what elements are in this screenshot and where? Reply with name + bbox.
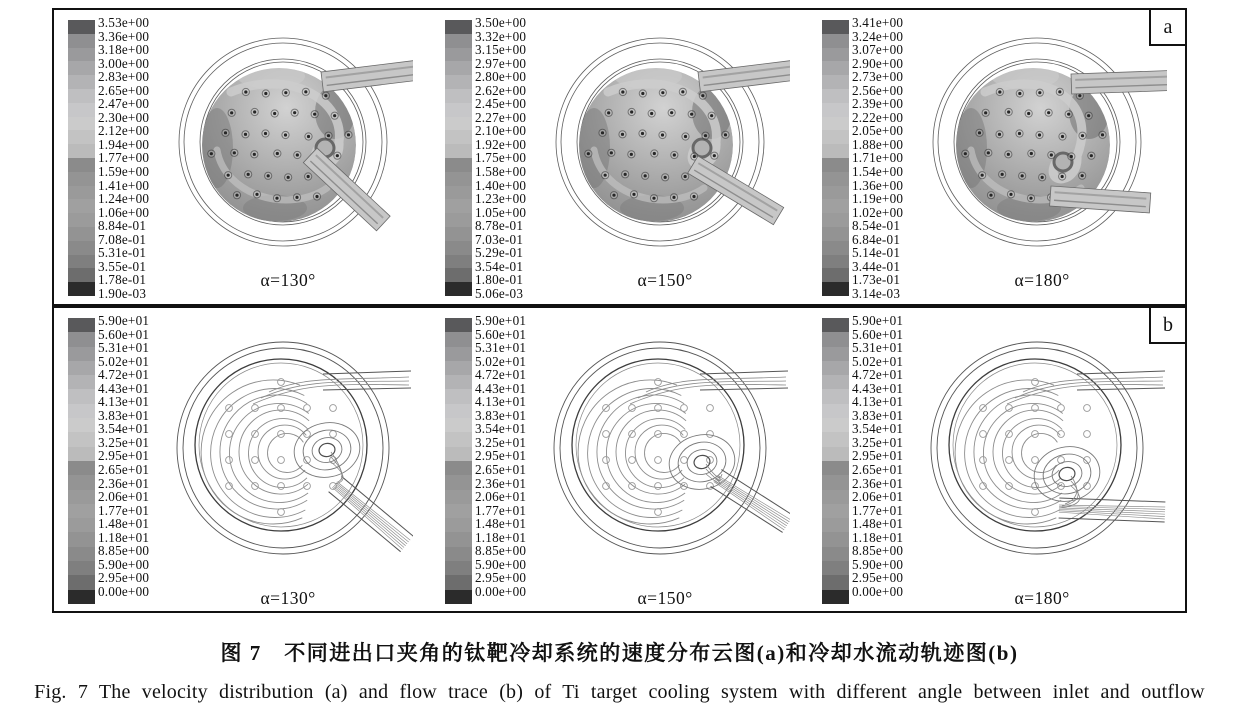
colorbar-band [445, 461, 472, 475]
flow-trace-image [163, 314, 413, 590]
colorbar-band [445, 447, 472, 461]
colorbar-value: 1.77e+01 [852, 502, 904, 518]
alpha-label: α=130° [260, 270, 316, 290]
colorbar-band [822, 375, 849, 389]
colorbar-band [445, 117, 472, 131]
colorbar-band [822, 347, 849, 361]
colorbar-band [445, 199, 472, 213]
subfigure-b-150 [431, 308, 808, 611]
colorbar-value: 2.12e+00 [98, 123, 150, 139]
colorbar-value: 1.18e+01 [852, 529, 904, 545]
colorbar-value: 1.88e+00 [852, 136, 904, 152]
colorbar-value: 2.05e+00 [852, 123, 904, 139]
colorbar-band [68, 34, 95, 48]
colorbar-band [68, 282, 95, 296]
colorbar-value: 3.00e+00 [98, 55, 150, 71]
colorbar-band [445, 561, 472, 575]
colorbar-band [822, 447, 849, 461]
colorbar-value: 5.29e-01 [475, 245, 524, 261]
flow-field [540, 16, 790, 291]
colorbar-value: 3.18e+00 [98, 42, 150, 58]
colorbar-band [68, 241, 95, 255]
subfigure-b-180 [808, 308, 1185, 611]
colorbar-value: 1.41e+00 [98, 177, 150, 193]
colorbar-band [822, 255, 849, 269]
colorbar-value: 2.30e+00 [98, 109, 150, 125]
colorbar [68, 314, 149, 604]
colorbar-band [445, 48, 472, 62]
colorbar-band [445, 490, 472, 504]
colorbar-value: 1.18e+01 [475, 529, 527, 545]
colorbar-value: 5.90e+01 [98, 313, 150, 328]
colorbar-value: 1.77e+00 [98, 150, 150, 166]
colorbar-value: 1.75e+00 [475, 150, 527, 166]
colorbar-band [68, 130, 95, 144]
colorbar-band [68, 332, 95, 346]
colorbar-value: 3.25e+01 [475, 434, 527, 450]
panel-b-flow-trace [52, 306, 1187, 613]
colorbar [445, 314, 526, 604]
colorbar-band [822, 268, 849, 282]
colorbar-band [445, 158, 472, 172]
colorbar-value: 3.54e-01 [475, 258, 524, 274]
colorbar-band [822, 199, 849, 213]
flow-field [163, 16, 413, 291]
figure-caption-english: Fig. 7 The velocity distribution (a) and flow trace (b) of Ti target cooling system with different angle between inlet and outflow [34, 681, 1205, 703]
colorbar-value: 2.36e+01 [852, 475, 904, 491]
colorbar-value: 5.31e-01 [98, 245, 147, 261]
colorbar-value: 1.77e+01 [475, 502, 527, 518]
colorbar-value: 2.65e+01 [475, 462, 527, 478]
colorbar-band [445, 590, 472, 604]
colorbar-value: 6.84e-01 [852, 231, 901, 247]
colorbar-value: 1.23e+00 [475, 191, 527, 207]
colorbar-value: 4.13e+01 [852, 394, 904, 410]
colorbar-band [68, 213, 95, 227]
colorbar-band [822, 89, 849, 103]
colorbar-band [445, 332, 472, 346]
colorbar-band [68, 361, 95, 375]
colorbar-band [822, 504, 849, 518]
colorbar-value: 5.31e+01 [475, 340, 527, 356]
colorbar-band [68, 532, 95, 546]
colorbar-value: 4.13e+01 [475, 394, 527, 410]
colorbar-value: 1.90e-03 [98, 285, 147, 301]
colorbar-value: 2.65e+00 [98, 82, 150, 98]
colorbar-value: 3.25e+01 [852, 434, 904, 450]
colorbar-labels [475, 16, 526, 300]
colorbar-band [445, 418, 472, 432]
colorbar-strip [445, 20, 472, 296]
colorbar-strip [445, 318, 472, 604]
colorbar-band [445, 389, 472, 403]
colorbar-value: 1.58e+00 [475, 164, 527, 180]
colorbar-value: 2.83e+00 [98, 69, 150, 85]
colorbar-band [68, 20, 95, 34]
colorbar-band [68, 518, 95, 532]
colorbar-band [68, 404, 95, 418]
colorbar-band [445, 532, 472, 546]
colorbar-value: 5.90e+01 [852, 313, 904, 328]
colorbar-value: 7.03e-01 [475, 231, 524, 247]
colorbar-band [822, 418, 849, 432]
colorbar-band [68, 318, 95, 332]
subfigure-a-130 [54, 10, 431, 304]
colorbar-band [822, 432, 849, 446]
colorbar-band [445, 575, 472, 589]
colorbar-value: 3.15e+00 [475, 42, 527, 58]
colorbar-value: 1.40e+00 [475, 177, 527, 193]
colorbar-band [68, 490, 95, 504]
colorbar-value: 8.54e-01 [852, 218, 901, 234]
flow-trace-image [917, 314, 1167, 590]
colorbar-band [822, 130, 849, 144]
colorbar-band [445, 432, 472, 446]
colorbar-value: 4.13e+01 [98, 394, 150, 410]
colorbar [822, 314, 903, 604]
colorbar-value: 3.24e+00 [852, 28, 904, 44]
colorbar-value: 3.25e+01 [98, 434, 150, 450]
colorbar-value: 4.72e+01 [98, 367, 150, 383]
colorbar-value: 1.59e+00 [98, 164, 150, 180]
colorbar-value: 2.06e+01 [852, 489, 904, 505]
colorbar-band [445, 75, 472, 89]
colorbar-value: 2.06e+01 [475, 489, 527, 505]
colorbar-band [822, 318, 849, 332]
colorbar-band [68, 432, 95, 446]
colorbar-band [822, 75, 849, 89]
colorbar-value: 1.24e+00 [98, 191, 150, 207]
colorbar-band [68, 172, 95, 186]
colorbar-band [68, 48, 95, 62]
colorbar-value: 1.48e+01 [98, 516, 150, 532]
colorbar-value: 8.78e-01 [475, 218, 524, 234]
colorbar-band [822, 172, 849, 186]
colorbar-value: 3.44e-01 [852, 258, 901, 274]
colorbar-band [68, 268, 95, 282]
colorbar-value: 2.97e+00 [475, 55, 527, 71]
colorbar-value: 1.19e+00 [852, 191, 904, 207]
colorbar-value: 5.06e-03 [475, 285, 524, 301]
alpha-label: α=150° [637, 588, 693, 608]
velocity-contour-image [540, 16, 790, 278]
colorbar-value: 8.84e-01 [98, 218, 147, 234]
colorbar-value: 2.65e+01 [98, 462, 150, 478]
colorbar-band [445, 268, 472, 282]
colorbar-band [445, 547, 472, 561]
colorbar-band [68, 186, 95, 200]
colorbar-band [822, 532, 849, 546]
colorbar-value: 1.18e+01 [98, 529, 150, 545]
colorbar-band [445, 61, 472, 75]
colorbar-band [68, 575, 95, 589]
colorbar-value: 1.92e+00 [475, 136, 527, 152]
colorbar-band [822, 158, 849, 172]
colorbar-value: 2.95e+01 [852, 448, 904, 464]
colorbar-value: 1.05e+00 [475, 204, 527, 220]
colorbar-labels [98, 314, 149, 604]
colorbar-value: 1.02e+00 [852, 204, 904, 220]
colorbar-value: 1.36e+00 [852, 177, 904, 193]
colorbar-value: 5.90e+00 [475, 556, 527, 572]
colorbar-band [822, 404, 849, 418]
colorbar-band [68, 103, 95, 117]
colorbar-value: 2.73e+00 [852, 69, 904, 85]
colorbar-value: 2.22e+00 [852, 109, 904, 125]
colorbar-value: 0.00e+00 [852, 583, 904, 599]
colorbar-band [68, 144, 95, 158]
colorbar-band [822, 213, 849, 227]
panel-b-corner-label: b [1149, 306, 1187, 344]
colorbar-band [445, 186, 472, 200]
colorbar-band [445, 20, 472, 34]
colorbar-value: 3.14e-03 [852, 285, 901, 301]
colorbar-value: 2.95e+01 [98, 448, 150, 464]
colorbar-value: 5.60e+01 [98, 326, 150, 342]
colorbar-value: 3.54e+01 [852, 421, 904, 437]
colorbar-value: 3.32e+00 [475, 28, 527, 44]
colorbar-band [445, 241, 472, 255]
colorbar-band [822, 48, 849, 62]
colorbar-band [445, 404, 472, 418]
colorbar-band [68, 75, 95, 89]
colorbar-value: 2.90e+00 [852, 55, 904, 71]
colorbar-strip [822, 20, 849, 296]
colorbar-band [445, 213, 472, 227]
colorbar-band [68, 61, 95, 75]
colorbar-value: 2.95e+00 [475, 570, 527, 586]
colorbar-band [445, 518, 472, 532]
colorbar-value: 5.31e+01 [98, 340, 150, 356]
colorbar-value: 2.36e+01 [475, 475, 527, 491]
colorbar-value: 1.77e+01 [98, 502, 150, 518]
colorbar-band [822, 461, 849, 475]
colorbar-band [822, 575, 849, 589]
colorbar-value: 8.85e+00 [475, 543, 527, 559]
colorbar-band [822, 144, 849, 158]
colorbar-value: 3.83e+01 [98, 407, 150, 423]
colorbar-value: 2.36e+01 [98, 475, 150, 491]
alpha-label: α=180° [1014, 270, 1070, 290]
colorbar-value: 2.95e+00 [852, 570, 904, 586]
colorbar-value: 1.48e+01 [852, 516, 904, 532]
colorbar-strip [68, 20, 95, 296]
colorbar-band [445, 375, 472, 389]
colorbar-band [822, 389, 849, 403]
colorbar-value: 2.65e+01 [852, 462, 904, 478]
colorbar-labels [852, 16, 903, 300]
colorbar-band [822, 103, 849, 117]
colorbar [68, 16, 149, 300]
colorbar-band [445, 34, 472, 48]
colorbar-band [822, 475, 849, 489]
flow-trace-image [540, 314, 790, 590]
colorbar-band [822, 547, 849, 561]
colorbar-value: 8.85e+00 [852, 543, 904, 559]
colorbar-band [445, 144, 472, 158]
colorbar-band [68, 199, 95, 213]
colorbar-band [445, 361, 472, 375]
colorbar-band [68, 561, 95, 575]
flow-field [917, 16, 1167, 291]
colorbar [822, 16, 903, 300]
colorbar-band [822, 34, 849, 48]
colorbar-band [822, 361, 849, 375]
flow-field [540, 314, 790, 609]
flow-field [163, 314, 413, 609]
colorbar-value: 3.07e+00 [852, 42, 904, 58]
colorbar-band [445, 89, 472, 103]
colorbar-band [822, 590, 849, 604]
colorbar-value: 3.36e+00 [98, 28, 150, 44]
colorbar-value: 4.72e+01 [852, 367, 904, 383]
figure-caption-chinese: 图 7 不同进出口夹角的钛靶冷却系统的速度分布云图(a)和冷却水流动轨迹图(b) [220, 641, 1019, 665]
colorbar-value: 5.02e+01 [98, 353, 150, 369]
colorbar-band [445, 172, 472, 186]
colorbar-band [445, 318, 472, 332]
colorbar-band [68, 227, 95, 241]
colorbar-band [822, 186, 849, 200]
colorbar-value: 8.85e+00 [98, 543, 150, 559]
alpha-label: α=150° [637, 270, 693, 290]
velocity-contour-image [163, 16, 413, 278]
colorbar-band [822, 561, 849, 575]
colorbar-value: 1.80e-01 [475, 272, 524, 288]
colorbar-band [822, 117, 849, 131]
colorbar-band [68, 375, 95, 389]
colorbar-value: 1.48e+01 [475, 516, 527, 532]
colorbar-value: 5.90e+01 [475, 313, 527, 328]
colorbar-strip [68, 318, 95, 604]
colorbar-value: 2.95e+01 [475, 448, 527, 464]
colorbar-value: 3.50e+00 [475, 15, 527, 30]
colorbar-band [68, 89, 95, 103]
colorbar [445, 16, 526, 300]
colorbar-value: 7.08e-01 [98, 231, 147, 247]
colorbar-value: 2.95e+00 [98, 570, 150, 586]
colorbar-band [68, 255, 95, 269]
colorbar-band [822, 241, 849, 255]
colorbar-band [68, 418, 95, 432]
colorbar-value: 0.00e+00 [98, 583, 150, 599]
colorbar-band [445, 504, 472, 518]
colorbar-band [445, 347, 472, 361]
colorbar-band [445, 255, 472, 269]
colorbar-value: 3.54e+01 [475, 421, 527, 437]
colorbar-band [822, 490, 849, 504]
colorbar-value: 5.60e+01 [475, 326, 527, 342]
subfigure-a-150 [431, 10, 808, 304]
colorbar-value: 2.56e+00 [852, 82, 904, 98]
colorbar-value: 2.06e+01 [98, 489, 150, 505]
colorbar-value: 1.73e-01 [852, 272, 901, 288]
colorbar-value: 4.43e+01 [475, 380, 527, 396]
colorbar-labels [852, 314, 903, 604]
colorbar-band [445, 130, 472, 144]
colorbar-band [445, 282, 472, 296]
colorbar-value: 5.14e-01 [852, 245, 901, 261]
colorbar-value: 5.90e+00 [98, 556, 150, 572]
colorbar-value: 2.10e+00 [475, 123, 527, 139]
colorbar-labels [98, 16, 149, 300]
colorbar-band [445, 227, 472, 241]
colorbar-value: 4.43e+01 [852, 380, 904, 396]
subfigure-b-130 [54, 308, 431, 611]
alpha-label: α=180° [1014, 588, 1070, 608]
colorbar-value: 5.02e+01 [475, 353, 527, 369]
colorbar-value: 2.45e+00 [475, 96, 527, 112]
colorbar-labels [475, 314, 526, 604]
panel-a-velocity-distribution [52, 8, 1187, 306]
colorbar-value: 5.90e+00 [852, 556, 904, 572]
colorbar-band [445, 475, 472, 489]
colorbar-value: 5.60e+01 [852, 326, 904, 342]
colorbar-band [822, 227, 849, 241]
colorbar-band [68, 347, 95, 361]
velocity-contour-image [917, 16, 1167, 278]
colorbar-value: 4.72e+01 [475, 367, 527, 383]
colorbar-value: 4.43e+01 [98, 380, 150, 396]
colorbar-band [68, 590, 95, 604]
flow-field [917, 314, 1167, 609]
colorbar-band [68, 461, 95, 475]
colorbar-value: 2.80e+00 [475, 69, 527, 85]
colorbar-band [68, 475, 95, 489]
colorbar-value: 2.47e+00 [98, 96, 150, 112]
colorbar-value: 5.31e+01 [852, 340, 904, 356]
colorbar-value: 1.78e-01 [98, 272, 147, 288]
colorbar-value: 1.54e+00 [852, 164, 904, 180]
colorbar-value: 5.02e+01 [852, 353, 904, 369]
colorbar-value: 1.06e+00 [98, 204, 150, 220]
colorbar-value: 2.62e+00 [475, 82, 527, 98]
colorbar-band [445, 103, 472, 117]
colorbar-value: 0.00e+00 [475, 583, 527, 599]
subfigure-a-180 [808, 10, 1185, 304]
colorbar-value: 3.41e+00 [852, 15, 904, 30]
panel-a-corner-label: a [1149, 8, 1187, 46]
colorbar-value: 3.83e+01 [852, 407, 904, 423]
colorbar-band [822, 61, 849, 75]
colorbar-strip [822, 318, 849, 604]
colorbar-band [822, 518, 849, 532]
colorbar-value: 3.83e+01 [475, 407, 527, 423]
alpha-label: α=130° [260, 588, 316, 608]
colorbar-band [68, 547, 95, 561]
colorbar-band [68, 504, 95, 518]
colorbar-value: 3.53e+00 [98, 15, 150, 30]
colorbar-band [822, 20, 849, 34]
colorbar-band [68, 158, 95, 172]
colorbar-value: 1.71e+00 [852, 150, 904, 166]
colorbar-value: 2.27e+00 [475, 109, 527, 125]
colorbar-band [68, 389, 95, 403]
colorbar-value: 3.55e-01 [98, 258, 147, 274]
colorbar-band [822, 332, 849, 346]
colorbar-band [68, 117, 95, 131]
colorbar-value: 3.54e+01 [98, 421, 150, 437]
colorbar-band [822, 282, 849, 296]
colorbar-band [68, 447, 95, 461]
colorbar-value: 1.94e+00 [98, 136, 150, 152]
colorbar-value: 2.39e+00 [852, 96, 904, 112]
